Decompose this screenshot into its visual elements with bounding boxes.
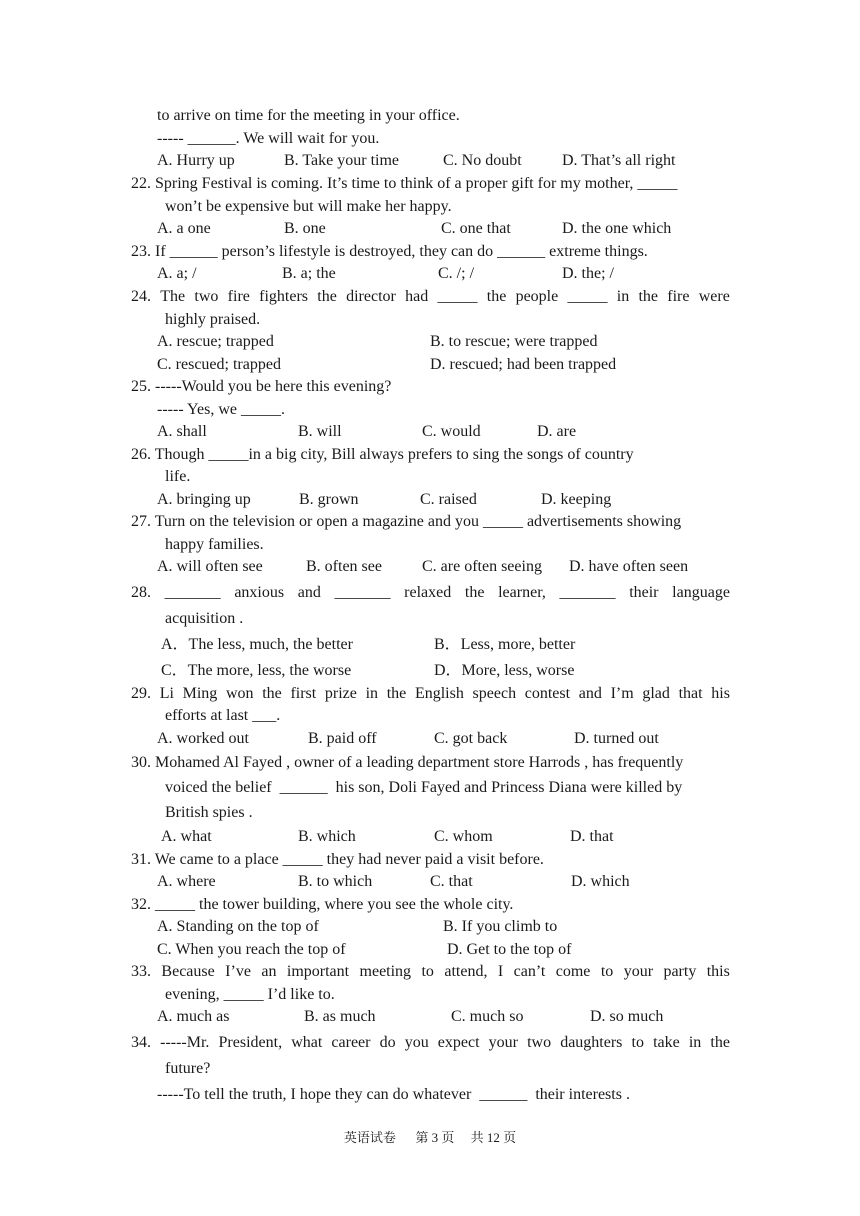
question-24-text-cont: highly praised.: [165, 311, 261, 328]
word: English: [414, 685, 464, 702]
option-a: A. will often see: [157, 558, 263, 575]
option-a: A. much as: [157, 1008, 230, 1025]
option-c: C. one that: [441, 220, 511, 237]
word: in: [616, 288, 630, 305]
option-b: B. If you climb to: [443, 918, 558, 935]
word: I’m: [610, 685, 634, 702]
word: the: [262, 685, 282, 702]
word: fire: [667, 288, 690, 305]
word: 33.: [131, 963, 151, 980]
option-c: C. that: [430, 873, 473, 890]
option-c: C. would: [422, 423, 481, 440]
word: first: [290, 685, 317, 702]
option-c: C. much so: [451, 1008, 524, 1025]
option-b: B. to which: [298, 873, 373, 890]
question-33-text-cont: evening, _____ I’d like to.: [165, 986, 335, 1003]
word: anxious: [234, 584, 285, 601]
word: to: [631, 1034, 644, 1051]
word: learner,: [498, 584, 546, 601]
option-d: D. which: [571, 873, 630, 890]
option-a: A. bringing up: [157, 491, 251, 508]
word: two: [527, 1034, 552, 1051]
question-25-dialog: ----- Yes, we _____.: [157, 401, 285, 418]
question-30-text: 30. Mohamed Al Fayed , owner of a leading department store Harrods , has frequently: [131, 754, 684, 771]
word: speech: [472, 685, 517, 702]
word: in: [688, 1034, 702, 1051]
option-c: C. No doubt: [443, 152, 522, 169]
question-23-text: 23. If ______ person’s lifestyle is destroyed, they can do ______ extreme things.: [131, 243, 648, 260]
word: this: [706, 963, 730, 980]
option-d: D. turned out: [574, 730, 659, 747]
option-a: A. where: [157, 873, 216, 890]
word: two: [194, 288, 219, 305]
question-34-text-cont: future?: [165, 1060, 211, 1077]
question-29-text-cont: efforts at last ___.: [165, 707, 281, 724]
word: career: [331, 1034, 371, 1051]
option-d: D. rescued; had been trapped: [430, 356, 617, 373]
option-b: B. one: [284, 220, 326, 237]
question-28-text: [131, 583, 730, 603]
word: I’ve: [225, 963, 251, 980]
word: important: [286, 963, 350, 980]
word: his: [711, 685, 730, 702]
word: _______: [164, 584, 221, 601]
question-27-text-cont: happy families.: [165, 536, 264, 553]
option-b: B. will: [298, 423, 342, 440]
word: _____: [437, 288, 478, 305]
option-d: D. have often seen: [569, 558, 689, 575]
option-b: B. often see: [306, 558, 382, 575]
word: _____: [567, 288, 608, 305]
word: and: [297, 584, 321, 601]
option-b: B. to rescue; were trapped: [430, 333, 598, 350]
word: and: [578, 685, 602, 702]
option-c: C. rescued; trapped: [157, 356, 281, 373]
word: contest: [524, 685, 571, 702]
option-a: A. shall: [157, 423, 207, 440]
question-32-text: 32. _____ the tower building, where you see the whole city.: [131, 896, 514, 913]
page-footer: [0, 1127, 860, 1146]
option-b: B. grown: [299, 491, 359, 508]
question-28-text-cont: acquisition .: [165, 610, 244, 627]
word: your: [623, 963, 654, 980]
option-a: A. Standing on the top of: [157, 918, 319, 935]
word: had: [405, 288, 429, 305]
footer-total-pages: 共 12 页: [470, 1130, 517, 1145]
option-c: C. got back: [434, 730, 508, 747]
question-31-text: 31. We came to a place _____ they had never paid a visit before.: [131, 851, 544, 868]
question-34-dialog: -----To tell the truth, I hope they can do whatever ______ their interests .: [157, 1086, 630, 1103]
word: director: [346, 288, 396, 305]
option-a: A．The less, much, the better: [161, 636, 353, 653]
word: 24.: [131, 288, 151, 305]
question-22-text-cont: won’t be expensive but will make her happy.: [165, 198, 452, 215]
option-d: D. keeping: [541, 491, 612, 508]
word: the: [486, 288, 507, 305]
option-a: A. a; /: [157, 265, 197, 282]
option-a: A. worked out: [157, 730, 249, 747]
option-a: A. a one: [157, 220, 211, 237]
question-29-text: [131, 684, 730, 704]
word: relaxed: [404, 584, 452, 601]
word: the: [464, 584, 485, 601]
option-b: B．Less, more, better: [434, 636, 576, 653]
question-25-text: 25. -----Would you be here this evening?: [131, 378, 392, 395]
question-33-text: [131, 962, 730, 982]
option-a: A. Hurry up: [157, 152, 235, 169]
option-a: A. what: [161, 828, 212, 845]
word: do: [379, 1034, 396, 1051]
option-b: B. a; the: [282, 265, 336, 282]
word: to: [600, 963, 614, 980]
question-21-dialog: ----- ______. We will wait for you.: [157, 130, 380, 147]
option-d: D．More, less, worse: [434, 662, 575, 679]
word: The: [160, 288, 186, 305]
question-21-text: to arrive on time for the meeting in your office.: [157, 107, 460, 124]
question-30-text-cont2: British spies .: [165, 804, 253, 821]
word: Because: [161, 963, 215, 980]
word: I: [497, 963, 504, 980]
word: 34.: [131, 1034, 151, 1051]
word: the: [710, 1034, 730, 1051]
word: President,: [218, 1034, 283, 1051]
option-b: B. which: [298, 828, 356, 845]
question-27-text: 27. Turn on the television or open a magazine and you _____ advertisements showing: [131, 513, 682, 530]
option-d: D. the one which: [562, 220, 672, 237]
option-d: D. are: [537, 423, 577, 440]
word: come: [555, 963, 591, 980]
footer-page-number: 第 3 页: [415, 1130, 455, 1145]
word: won: [225, 685, 254, 702]
word: in: [365, 685, 379, 702]
word: fighters: [259, 288, 309, 305]
word: expect: [437, 1034, 480, 1051]
option-d: D. the; /: [562, 265, 614, 282]
word: _______: [334, 584, 391, 601]
word: daughters: [560, 1034, 623, 1051]
option-d: D. that: [570, 828, 614, 845]
word: meeting: [359, 963, 412, 980]
question-24-text: [131, 287, 730, 307]
word: 28.: [131, 584, 151, 601]
word: an: [261, 963, 277, 980]
word: fire: [227, 288, 250, 305]
option-b: B. as much: [304, 1008, 376, 1025]
word: the: [386, 685, 407, 702]
option-d: D. so much: [590, 1008, 664, 1025]
word: the: [638, 288, 659, 305]
question-34-text: [131, 1033, 730, 1053]
question-26-text: 26. Though _____in a big city, Bill always prefers to sing the songs of country: [131, 446, 634, 463]
question-30-text-cont: voiced the belief ______ his son, Doli Fayed and Princess Diana were killed by: [165, 779, 683, 796]
option-d: D. That’s all right: [562, 152, 676, 169]
footer-subject: 英语试卷: [343, 1130, 396, 1145]
word: that: [678, 685, 703, 702]
word: the: [317, 288, 337, 305]
word: can’t: [513, 963, 546, 980]
word: were: [698, 288, 730, 305]
word: party: [663, 963, 697, 980]
option-a: A. rescue; trapped: [157, 333, 274, 350]
word: -----Mr.: [160, 1034, 210, 1051]
word: attend,: [444, 963, 488, 980]
word: you: [404, 1034, 429, 1051]
option-c: C．The more, less, the worse: [161, 662, 352, 679]
option-c: C. raised: [420, 491, 477, 508]
option-b: B. paid off: [308, 730, 377, 747]
option-c: C. are often seeing: [422, 558, 542, 575]
word: their: [629, 584, 659, 601]
word: take: [653, 1034, 680, 1051]
word: your: [488, 1034, 518, 1051]
word: to: [421, 963, 434, 980]
word: glad: [642, 685, 670, 702]
question-26-text-cont: life.: [165, 468, 191, 485]
word: language: [672, 584, 730, 601]
word: 29.: [131, 685, 151, 702]
option-b: B. Take your time: [284, 152, 400, 169]
option-c: C. /; /: [438, 265, 475, 282]
word: what: [291, 1034, 323, 1051]
word: Li: [159, 685, 174, 702]
word: _______: [559, 584, 616, 601]
word: prize: [324, 685, 357, 702]
option-c: C. When you reach the top of: [157, 941, 346, 958]
option-c: C. whom: [434, 828, 493, 845]
option-d: D. Get to the top of: [447, 941, 572, 958]
word: people: [515, 288, 559, 305]
word: Ming: [182, 685, 218, 702]
question-22-text: 22. Spring Festival is coming. It’s time to think of a proper gift for my mother, _____: [131, 175, 678, 192]
